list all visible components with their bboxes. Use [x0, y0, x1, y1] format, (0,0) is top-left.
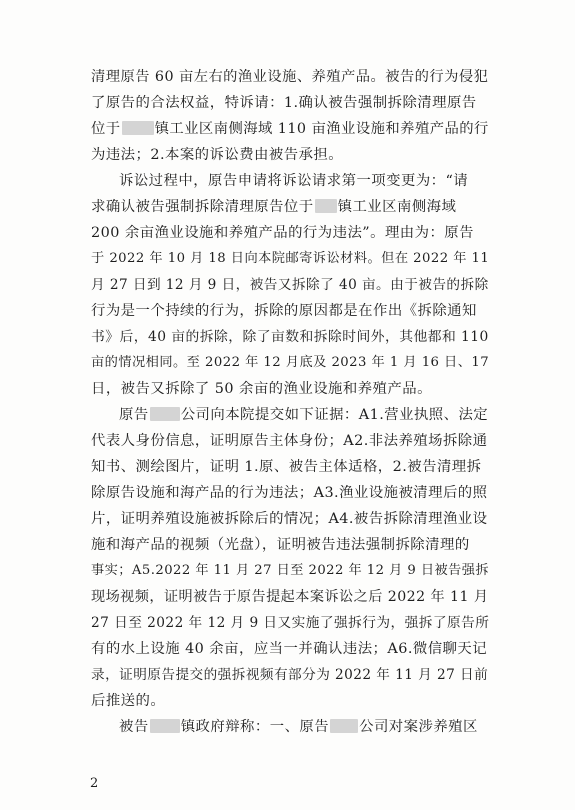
text-line: 录，证明原告提交的强拆视频有部分为 2022 年 11 月 27 日前 — [91, 667, 489, 683]
text-segment: 位于 — [91, 121, 121, 137]
text-line: 月 27 日到 12 月 9 日，被告又拆除了 40 亩。由于被告的拆除 — [91, 277, 489, 293]
text-segment: 镇工业区南侧海域 — [337, 199, 457, 215]
text-line: 亩的情况相同。至 2022 年 12 月底及 2023 年 1 月 16 日、17 — [91, 355, 490, 370]
text-segment: 镇工业区南侧海域 110 亩渔业设施和养殖产品的行 — [154, 121, 489, 137]
text-line: 施和海产品的视频（光盘），证明被告违法强制拆除清理的 — [91, 537, 470, 553]
text-segment: 被告 — [119, 719, 149, 735]
text-line: 27 日至 2022 年 12 月 9 日又实施了强拆行为，强拆了原告所 — [91, 615, 490, 631]
text-segment: 镇政府辩称：一、原告 — [180, 719, 330, 735]
text-line — [119, 405, 488, 425]
text-line: 日，被告又拆除了 50 余亩的渔业设施和养殖产品。 — [91, 381, 432, 397]
redaction-block — [315, 199, 337, 213]
text-line: 清理原告 60 亩左右的渔业设施、养殖产品。被告的行为侵犯 — [91, 69, 489, 85]
text-line: 后推送的。 — [91, 693, 166, 709]
text-line: 片，证明养殖设施被拆除后的情况；A4.被告拆除清理渔业设 — [91, 511, 488, 527]
redaction-block — [330, 719, 358, 733]
text-line — [119, 717, 478, 737]
redaction-block — [150, 719, 180, 733]
text-segment: 求确认被告强制拆除清理原告位于 — [91, 199, 314, 215]
text-line: 于 2022 年 10 月 18 日向本院邮寄诉讼材料。但在 2022 年 11 — [91, 251, 490, 266]
text-line: 现场视频，证明被告于原告提起本案诉讼之后 2022 年 11 月 — [91, 589, 489, 605]
page-number: 2 — [90, 776, 99, 791]
text-segment: 公司向本院提交如下证据：A1.营业执照、法定 — [180, 407, 489, 423]
text-line — [91, 197, 456, 217]
text-line: 诉讼过程中，原告申请将诉讼请求第一项变更为：“请 — [119, 173, 469, 189]
redaction-block — [150, 407, 180, 421]
text-segment: 公司对案涉养殖区 — [359, 719, 478, 735]
text-line: 代表人身份信息，证明原告主体身份；A2.非法养殖场拆除通 — [91, 433, 488, 449]
text-line: 为违法；2.本案的诉讼费由被告承担。 — [91, 147, 344, 163]
redaction-block — [122, 121, 154, 135]
text-line: 书》后，40 亩的拆除，除了亩数和拆除时间外，其他都和 110 — [91, 329, 489, 345]
text-segment: 原告 — [119, 407, 149, 423]
text-line: 事实；A5.2022 年 11 月 27 日至 2022 年 12 月 9 日被告强拆 — [91, 563, 490, 578]
text-line: 除原告设施和海产品的行为违法；A3.渔业设施被清理后的照 — [91, 485, 488, 501]
text-line — [91, 119, 489, 139]
text-line: 知书、测绘图片，证明 1.原、被告主体适格，2.被告清理拆 — [91, 459, 482, 475]
text-line: 有的水上设施 40 余亩，应当一并确认违法；A6.微信聊天记 — [91, 641, 488, 657]
text-line: 200 余亩渔业设施和养殖产品的行为违法”。理由为：原告 — [91, 225, 474, 241]
text-line: 了原告的合法权益，特诉请：1.确认被告强制拆除清理原告 — [91, 95, 477, 111]
text-line: 行为是一个持续的行为，拆除的原因都是在作出《拆除通知 — [91, 303, 477, 319]
